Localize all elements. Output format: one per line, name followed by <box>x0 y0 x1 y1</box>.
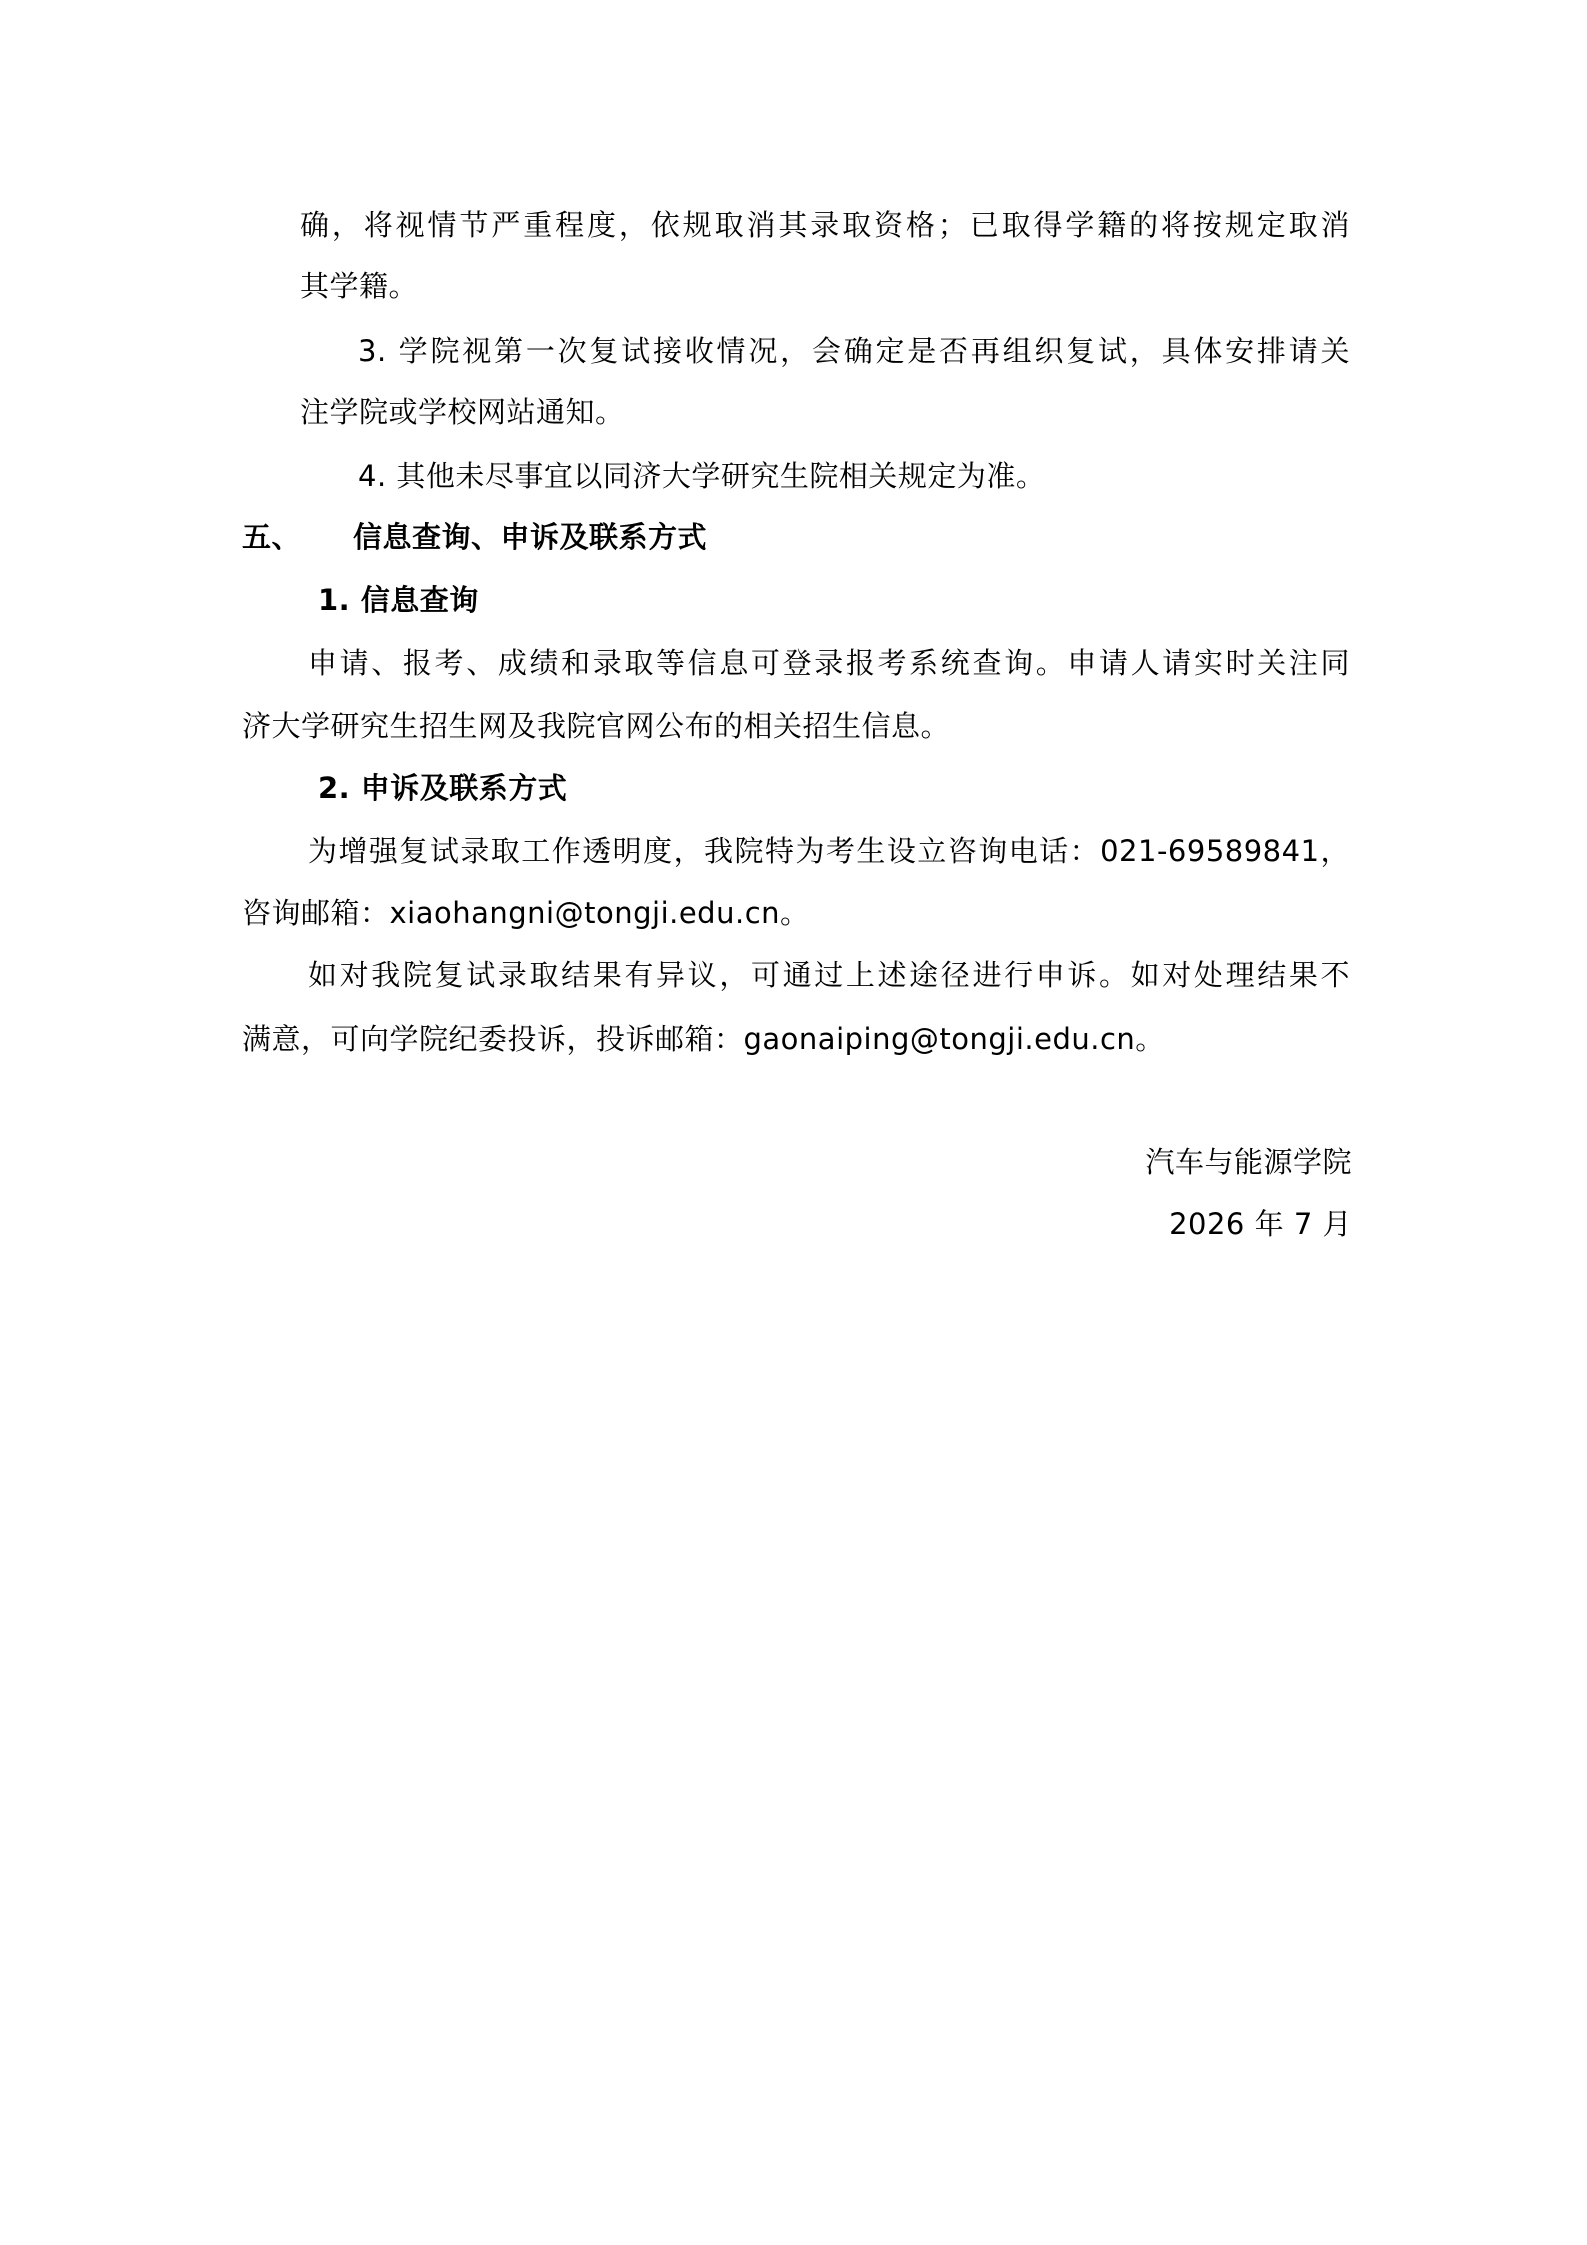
list-item-3-line-2: 注学院或学校网站通知。 <box>300 395 625 429</box>
subsection-1-paragraph-line-2: 济大学研究生招生网及我院官网公布的相关招生信息。 <box>242 709 951 743</box>
list-item-4: 4. 其他未尽事宜以同济大学研究生院相关规定为准。 <box>358 459 1046 493</box>
subsection-2-paragraph-2-line-2: 满意，可向学院纪委投诉，投诉邮箱：gaonaiping@tongji.edu.cn。 <box>242 1022 1165 1056</box>
list-item-3-line-1: 3. 学院视第一次复试接收情况，会确定是否再组织复试，具体安排请关 <box>358 334 1350 368</box>
paragraph-continuation-line-1: 确，将视情节严重程度，依规取消其录取资格；已取得学籍的将按规定取消 <box>300 208 1350 242</box>
subsection-2-paragraph-1-line-1: 为增强复试录取工作透明度，我院特为考生设立咨询电话：021-69589841， <box>308 834 1350 868</box>
paragraph-continuation-line-2: 其学籍。 <box>300 269 419 303</box>
subsection-1-title: 1. 信息查询 <box>318 583 479 617</box>
subsection-2-title: 2. 申诉及联系方式 <box>318 771 568 805</box>
section-number: 五、 <box>242 520 302 554</box>
subsection-2-paragraph-1-line-2: 咨询邮箱：xiaohangni@tongji.edu.cn。 <box>242 896 810 930</box>
section-title: 信息查询、申诉及联系方式 <box>353 520 708 554</box>
subsection-2-paragraph-2-line-1: 如对我院复试录取结果有异议，可通过上述途径进行申诉。如对处理结果不 <box>308 958 1350 992</box>
subsection-1-paragraph-line-1: 申请、报考、成绩和录取等信息可登录报考系统查询。申请人请实时关注同 <box>308 646 1350 680</box>
signature-date: 2026 年 7 月 <box>1169 1207 1352 1241</box>
signature-organization: 汽车与能源学院 <box>1145 1145 1352 1179</box>
